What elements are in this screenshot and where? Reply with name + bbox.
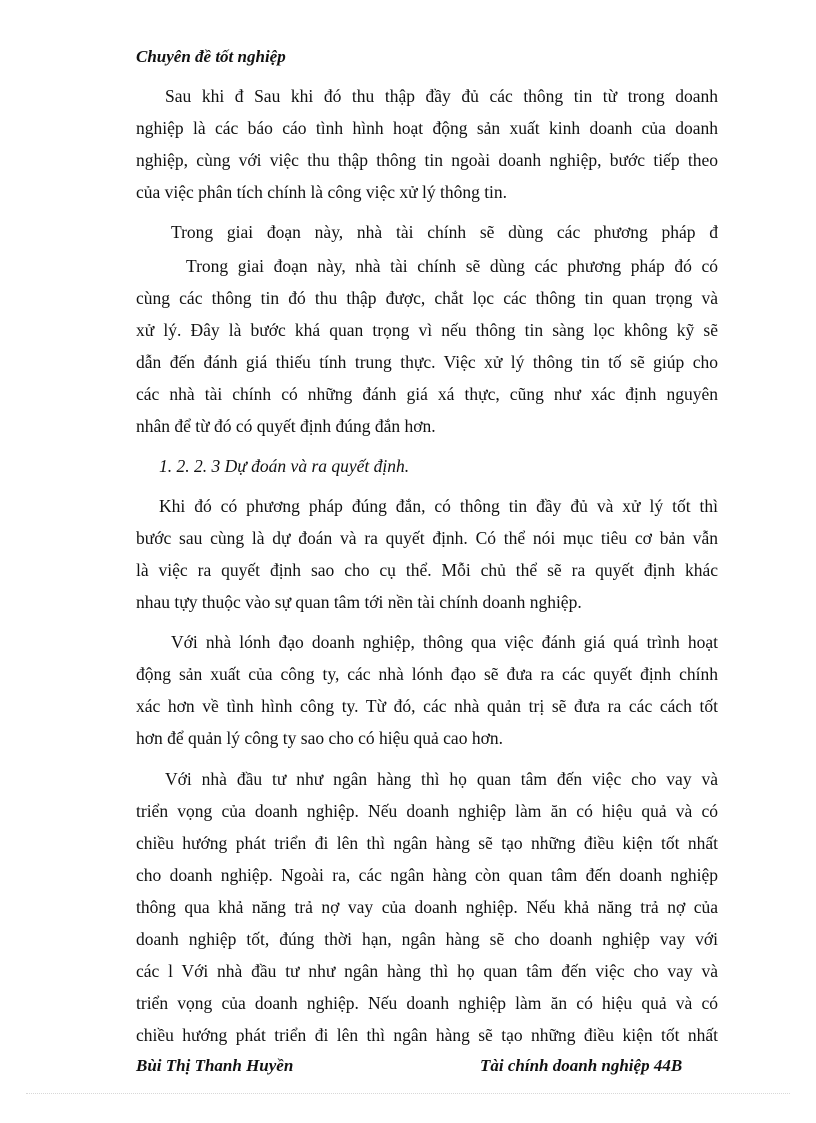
section-heading: 1. 2. 2. 3 Dự đoán và ra quyết định. (159, 456, 410, 476)
paragraph-line: nghiệp, cùng với việc thu thập thông tin ngoài doanh nghiệp, bước tiếp theo (136, 150, 718, 170)
paragraph-line: doanh nghiệp tốt, đúng thời hạn, ngân hàng sẽ cho doanh nghiệp vay với (136, 929, 718, 949)
page-bottom-divider (26, 1093, 790, 1094)
paragraph-line: Với nhà lónh đạo doanh nghiệp, thông qua việc đánh giá quá trình hoạt (171, 632, 718, 652)
paragraph-line: các nhà tài chính có những đánh giá xá thực, cũng như xác định nguyên (136, 384, 718, 404)
paragraph-line: Với nhà đầu tư như ngân hàng thì họ quan tâm đến việc cho vay và (165, 769, 718, 789)
paragraph-line: nhân để từ đó có quyết định đúng đắn hơn. (136, 416, 436, 436)
paragraph-line: thông qua khả năng trả nợ vay của doanh nghiệp. Nếu khả năng trả nợ của (136, 897, 718, 917)
paragraph-line: nghiệp là các báo cáo tình hình hoạt động sản xuất kinh doanh của doanh (136, 118, 718, 138)
paragraph-line: của việc phân tích chính là công việc xử lý thông tin. (136, 182, 508, 202)
paragraph-line: cho doanh nghiệp. Ngoài ra, các ngân hàng còn quan tâm đến doanh nghiệp (136, 865, 718, 885)
paragraph-line: cùng các thông tin đó thu thập được, chắt lọc các thông tin quan trọng và (136, 288, 718, 308)
paragraph-line: động sản xuất của công ty, các nhà lónh đạo sẽ đưa ra các quyết định chính (136, 664, 718, 684)
paragraph-line: hơn để quản lý công ty sao cho có hiệu quả cao hơn. (136, 728, 503, 748)
paragraph-line: Sau khi đ Sau khi đó thu thập đầy đủ các thông tin từ trong doanh (165, 86, 718, 106)
footer-class: Tài chính doanh nghiệp 44B (480, 1056, 683, 1075)
paragraph-line: các l Với nhà đầu tư như ngân hàng thì họ quan tâm đến việc cho vay và (136, 961, 718, 981)
paragraph-line: bước sau cùng là dự đoán và ra quyết định. Có thể nói mục tiêu cơ bản vẫn (136, 528, 718, 548)
paragraph-line: là việc ra quyết định sao cho cụ thể. Mỗi chủ thể sẽ ra quyết định khác (136, 560, 718, 580)
page-header-title: Chuyên đề tốt nghiệp (136, 47, 286, 66)
paragraph-line: Trong giai đoạn này, nhà tài chính sẽ dùng các phương pháp đó có (186, 256, 718, 276)
paragraph-line: Khi đó có phương pháp đúng đắn, có thông tin đầy đủ và xử lý tốt thì (159, 496, 718, 516)
paragraph-line: chiều hướng phát triển đi lên thì ngân hàng sẽ tạo những điều kiện tốt nhất (136, 1025, 718, 1045)
paragraph-line: triển vọng của doanh nghiệp. Nếu doanh nghiệp làm ăn có hiệu quả và có (136, 993, 718, 1013)
paragraph-line: dẫn đến đánh giá thiếu tính trung thực. Việc xử lý thông tin tố sẽ giúp cho (136, 352, 718, 372)
paragraph-line: xử lý. Đây là bước khá quan trọng vì nếu thông tin sàng lọc không kỹ sẽ (136, 320, 718, 340)
paragraph-line: Trong giai đoạn này, nhà tài chính sẽ dùng các phương pháp đ (171, 222, 718, 242)
footer-author: Bùi Thị Thanh Huyền (136, 1056, 294, 1075)
paragraph-line: chiều hướng phát triển đi lên thì ngân hàng sẽ tạo những điều kiện tốt nhất (136, 833, 718, 853)
paragraph-line: xác hơn về tình hình công ty. Từ đó, các nhà quản trị sẽ đưa ra các cách tốt (136, 696, 718, 716)
paragraph-line: nhau tựy thuộc vào sự quan tâm tới nền tài chính doanh nghiệp. (136, 592, 582, 612)
paragraph-line: triển vọng của doanh nghiệp. Nếu doanh nghiệp làm ăn có hiệu quả và có (136, 801, 718, 821)
